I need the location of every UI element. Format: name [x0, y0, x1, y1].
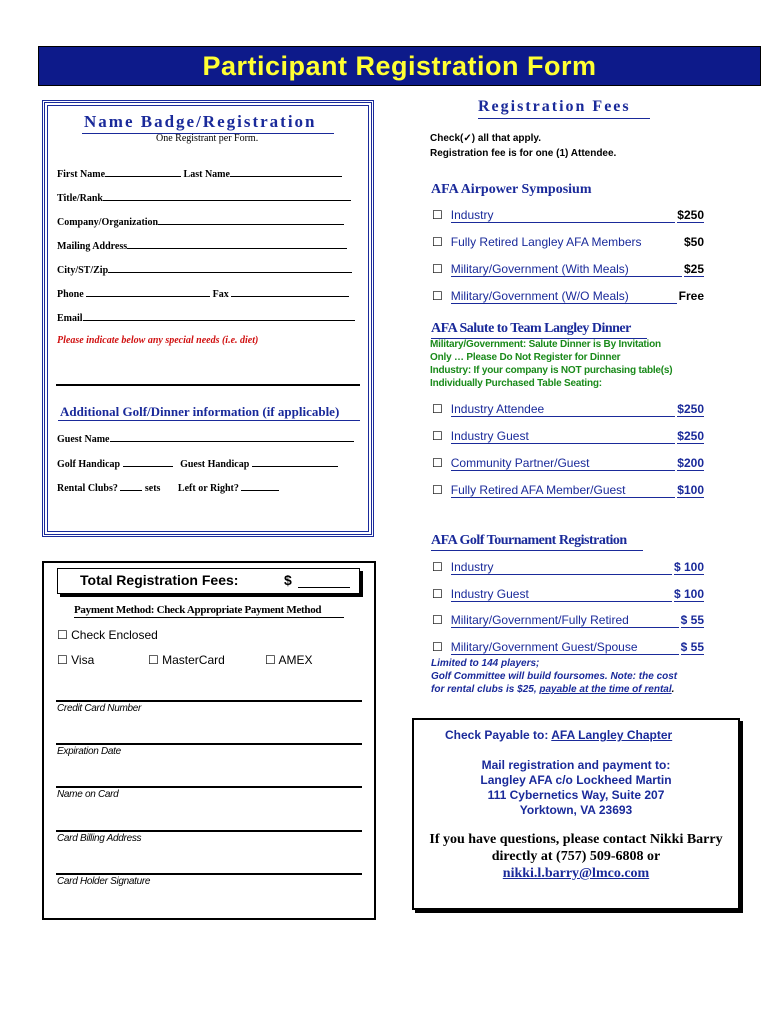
mail-line: Langley AFA c/o Lockheed Martin — [480, 773, 672, 787]
dinner-note: Military/Government: Salute Dinner is By Invitation — [430, 339, 661, 350]
mail-line: Yorktown, VA 23693 — [519, 803, 633, 817]
mailing-address-field[interactable]: Mailing Address — [57, 239, 347, 252]
mail-line: Mail registration and payment to: — [481, 758, 671, 772]
payment-method-heading: Payment Method: Check Appropriate Payment Method — [74, 604, 322, 616]
title-banner — [38, 46, 761, 86]
first-name-field[interactable]: First Name Last Name — [57, 167, 342, 180]
signature-line[interactable] — [56, 873, 362, 875]
special-needs-note: Please indicate below any special needs (i.e. diet) — [57, 335, 259, 346]
dinner-industry-guest-row[interactable]: ☐ Industry Guest $250 — [432, 429, 704, 443]
cc-number-label: Credit Card Number — [57, 703, 142, 714]
total-dollar-sign: $ — [284, 572, 292, 588]
divider — [431, 550, 643, 551]
checkbox-icon[interactable]: ☐ — [432, 456, 443, 470]
mastercard-option[interactable]: ☐ MasterCard — [148, 653, 225, 667]
name-on-card-label: Name on Card — [57, 789, 119, 800]
checkbox-icon[interactable]: ☐ — [432, 587, 443, 601]
rental-clubs-field[interactable]: Rental Clubs? sets Left or Right? — [57, 481, 279, 494]
dinner-note: Industry: If your company is NOT purchasing table(s) — [430, 365, 673, 376]
total-fees-input[interactable] — [298, 587, 350, 588]
contact-email-link[interactable]: nikki.l.barry@lmco.com — [502, 866, 650, 881]
name-on-card-line[interactable] — [56, 786, 362, 788]
contact-question: If you have questions, please contact Nikki Barry — [429, 832, 723, 847]
name-badge-heading: Name Badge/Registration — [84, 112, 317, 131]
golf-note: Limited to 144 players; — [431, 658, 540, 669]
golf-military-row[interactable]: ☐ Military/Government/Fully Retired $ 55 — [432, 613, 704, 627]
symposium-military-nomeals-row[interactable]: ☐ Military/Government (W/O Meals) Free — [432, 289, 704, 303]
one-registrant-note: One Registrant per Form. — [156, 133, 259, 144]
registration-fees-heading: Registration Fees — [478, 98, 631, 115]
symposium-heading: AFA Airpower Symposium — [431, 182, 592, 197]
payee: AFA Langley Chapter — [551, 728, 673, 742]
check-payable: Check Payable to: AFA Langley Chapter — [445, 728, 673, 742]
checkbox-icon[interactable]: ☐ — [432, 560, 443, 574]
checkbox-icon[interactable]: ☐ — [432, 613, 443, 627]
city-st-zip-field[interactable]: City/ST/Zip — [57, 263, 352, 276]
divider — [478, 118, 650, 119]
dinner-retired-member-row[interactable]: ☐ Fully Retired AFA Member/Guest $100 — [432, 483, 704, 497]
visa-option[interactable]: ☐ Visa — [57, 653, 95, 667]
email-field[interactable]: Email — [57, 311, 355, 324]
checkbox-icon[interactable]: ☐ — [432, 483, 443, 497]
golf-industry-row[interactable]: ☐ Industry $ 100 — [432, 560, 704, 574]
checkbox-icon[interactable]: ☐ — [432, 289, 443, 303]
cc-number-line[interactable] — [56, 700, 362, 702]
checkbox-icon[interactable]: ☐ — [432, 208, 443, 222]
special-needs-line[interactable] — [56, 384, 360, 386]
check-all-note: Check(✓) all that apply. — [430, 133, 541, 144]
dinner-industry-attendee-row[interactable]: ☐ Industry Attendee $250 — [432, 402, 704, 416]
total-fees-label: Total Registration Fees: — [80, 572, 239, 588]
dinner-note: Only … Please Do Not Register for Dinner — [430, 352, 621, 363]
symposium-industry-row[interactable]: ☐ Industry $250 — [432, 208, 704, 222]
golf-dinner-heading: Additional Golf/Dinner information (if applicable) — [60, 404, 340, 419]
amex-option[interactable]: ☐ AMEX — [265, 653, 313, 667]
symposium-military-meals-row[interactable]: ☐ Military/Government (With Meals) $25 — [432, 262, 704, 276]
divider — [58, 420, 360, 421]
signature-label: Card Holder Signature — [57, 876, 151, 887]
mail-line: 111 Cybernetics Way, Suite 207 — [487, 788, 665, 802]
checkbox-icon[interactable]: ☐ — [148, 653, 159, 667]
handicap-field[interactable]: Golf Handicap Guest Handicap — [57, 457, 338, 470]
fee-note: Registration fee is for one (1) Attendee. — [430, 148, 617, 159]
checkbox-icon[interactable]: ☐ — [432, 429, 443, 443]
golf-heading: AFA Golf Tournament Registration — [431, 533, 627, 548]
checkbox-icon[interactable]: ☐ — [432, 640, 443, 654]
page-title: Participant Registration Form — [202, 50, 597, 81]
symposium-retired-row[interactable]: ☐ Fully Retired Langley AFA Members $50 — [432, 235, 704, 249]
checkbox-icon[interactable]: ☐ — [265, 653, 276, 667]
title-rank-field[interactable]: Title/Rank — [57, 191, 351, 204]
expiration-label: Expiration Date — [57, 746, 121, 757]
billing-address-label: Card Billing Address — [57, 833, 142, 844]
golf-military-guest-row[interactable]: ☐ Military/Government Guest/Spouse $ 55 — [432, 640, 704, 654]
checkbox-icon[interactable]: ☐ — [57, 653, 68, 667]
checkbox-icon[interactable]: ☐ — [57, 628, 68, 642]
dinner-heading: AFA Salute to Team Langley Dinner — [431, 321, 631, 336]
contact-question: directly at (757) 509-6808 or — [491, 849, 661, 864]
dinner-community-partner-row[interactable]: ☐ Community Partner/Guest $200 — [432, 456, 704, 470]
billing-address-line[interactable] — [56, 830, 362, 832]
golf-note: for rental clubs is $25, payable at the time of rental. — [431, 684, 675, 695]
dinner-note: Individually Purchased Table Seating: — [430, 378, 602, 389]
checkbox-icon[interactable]: ☐ — [432, 235, 443, 249]
checkbox-icon[interactable]: ☐ — [432, 402, 443, 416]
golf-note: Golf Committee will build foursomes. Note: the cost — [431, 671, 678, 682]
expiration-line[interactable] — [56, 743, 362, 745]
phone-fax-field[interactable]: Phone Fax — [57, 287, 349, 300]
company-field[interactable]: Company/Organization — [57, 215, 344, 228]
divider — [74, 617, 344, 618]
checkbox-icon[interactable]: ☐ — [432, 262, 443, 276]
golf-industry-guest-row[interactable]: ☐ Industry Guest $ 100 — [432, 587, 704, 601]
guest-name-field[interactable]: Guest Name — [57, 432, 354, 445]
check-enclosed-option[interactable]: ☐ Check Enclosed — [57, 628, 158, 642]
